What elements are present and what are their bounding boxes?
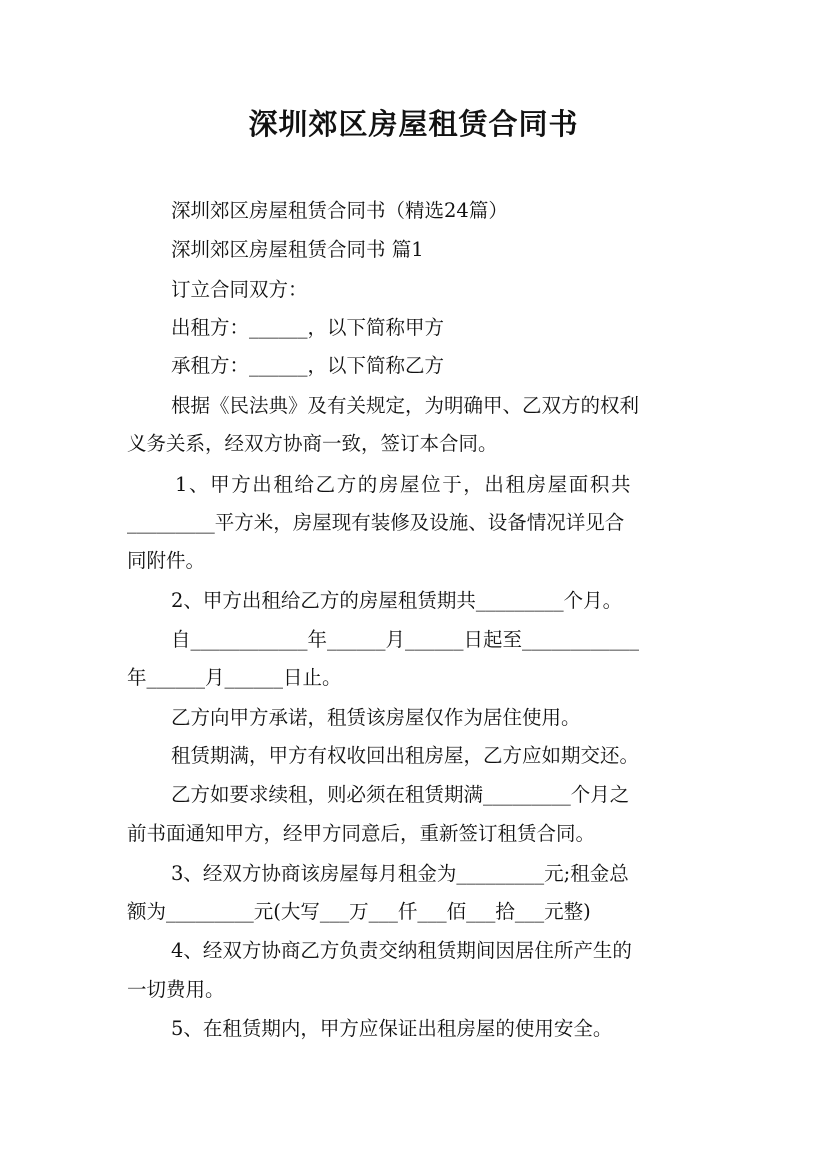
clause-4-line-1: 4、经双方协商乙方负责交纳租赁期间因居住所产生的 [171,939,632,962]
clause-5-line-1: 5、在租赁期内，甲方应保证出租房屋的使用安全。 [171,1017,613,1040]
clause-1-line-2: _________平方米，房屋现有装修及设施、设备情况详见合 [127,511,625,534]
document-title: 深圳郊区房屋租赁合同书 [248,107,579,141]
clause-4-line-2: 一切费用。 [127,978,225,1001]
clause-2-line-2: 自____________年______月______日起至____________ [171,628,640,651]
clause-3-line-1: 3、经双方协商该房屋每月租金为_________元;租金总 [171,862,629,885]
clause-3-line-2: 额为_________元(大写___万___仟___佰___拾___元整) [127,900,591,923]
lessor-line: 出租方：______，以下简称甲方 [171,316,445,339]
clause-2-line-1: 2、甲方出租给乙方的房屋租赁期共_________个月。 [171,589,623,612]
term-end-line: 租赁期满，甲方有权收回出租房屋，乙方应如期交还。 [171,744,640,767]
lessee-line: 承租方：______，以下简称乙方 [171,354,445,377]
clause-2-line-3: 年______月______日止。 [127,666,342,689]
preamble-line-2: 义务关系，经双方协商一致，签订本合同。 [127,432,498,455]
subtitle-part-1: 深圳郊区房屋租赁合同书 篇1 [171,238,424,261]
parties-heading: 订立合同双方： [171,278,308,301]
clause-1-line-1: 1、甲方出租给乙方的房屋位于，出租房屋面积共 [175,473,633,496]
subtitle-selection: 深圳郊区房屋租赁合同书（精选24篇） [171,199,508,222]
clause-1-line-3: 同附件。 [127,549,206,572]
preamble-line-1: 根据《民法典》及有关规定，为明确甲、乙双方的权利 [171,394,640,417]
residential-use-line: 乙方向甲方承诺，租赁该房屋仅作为居住使用。 [171,706,581,729]
renewal-line-2: 前书面通知甲方，经甲方同意后，重新签订租赁合同。 [127,822,596,845]
renewal-line-1: 乙方如要求续租，则必须在租赁期满_________个月之 [171,783,630,806]
